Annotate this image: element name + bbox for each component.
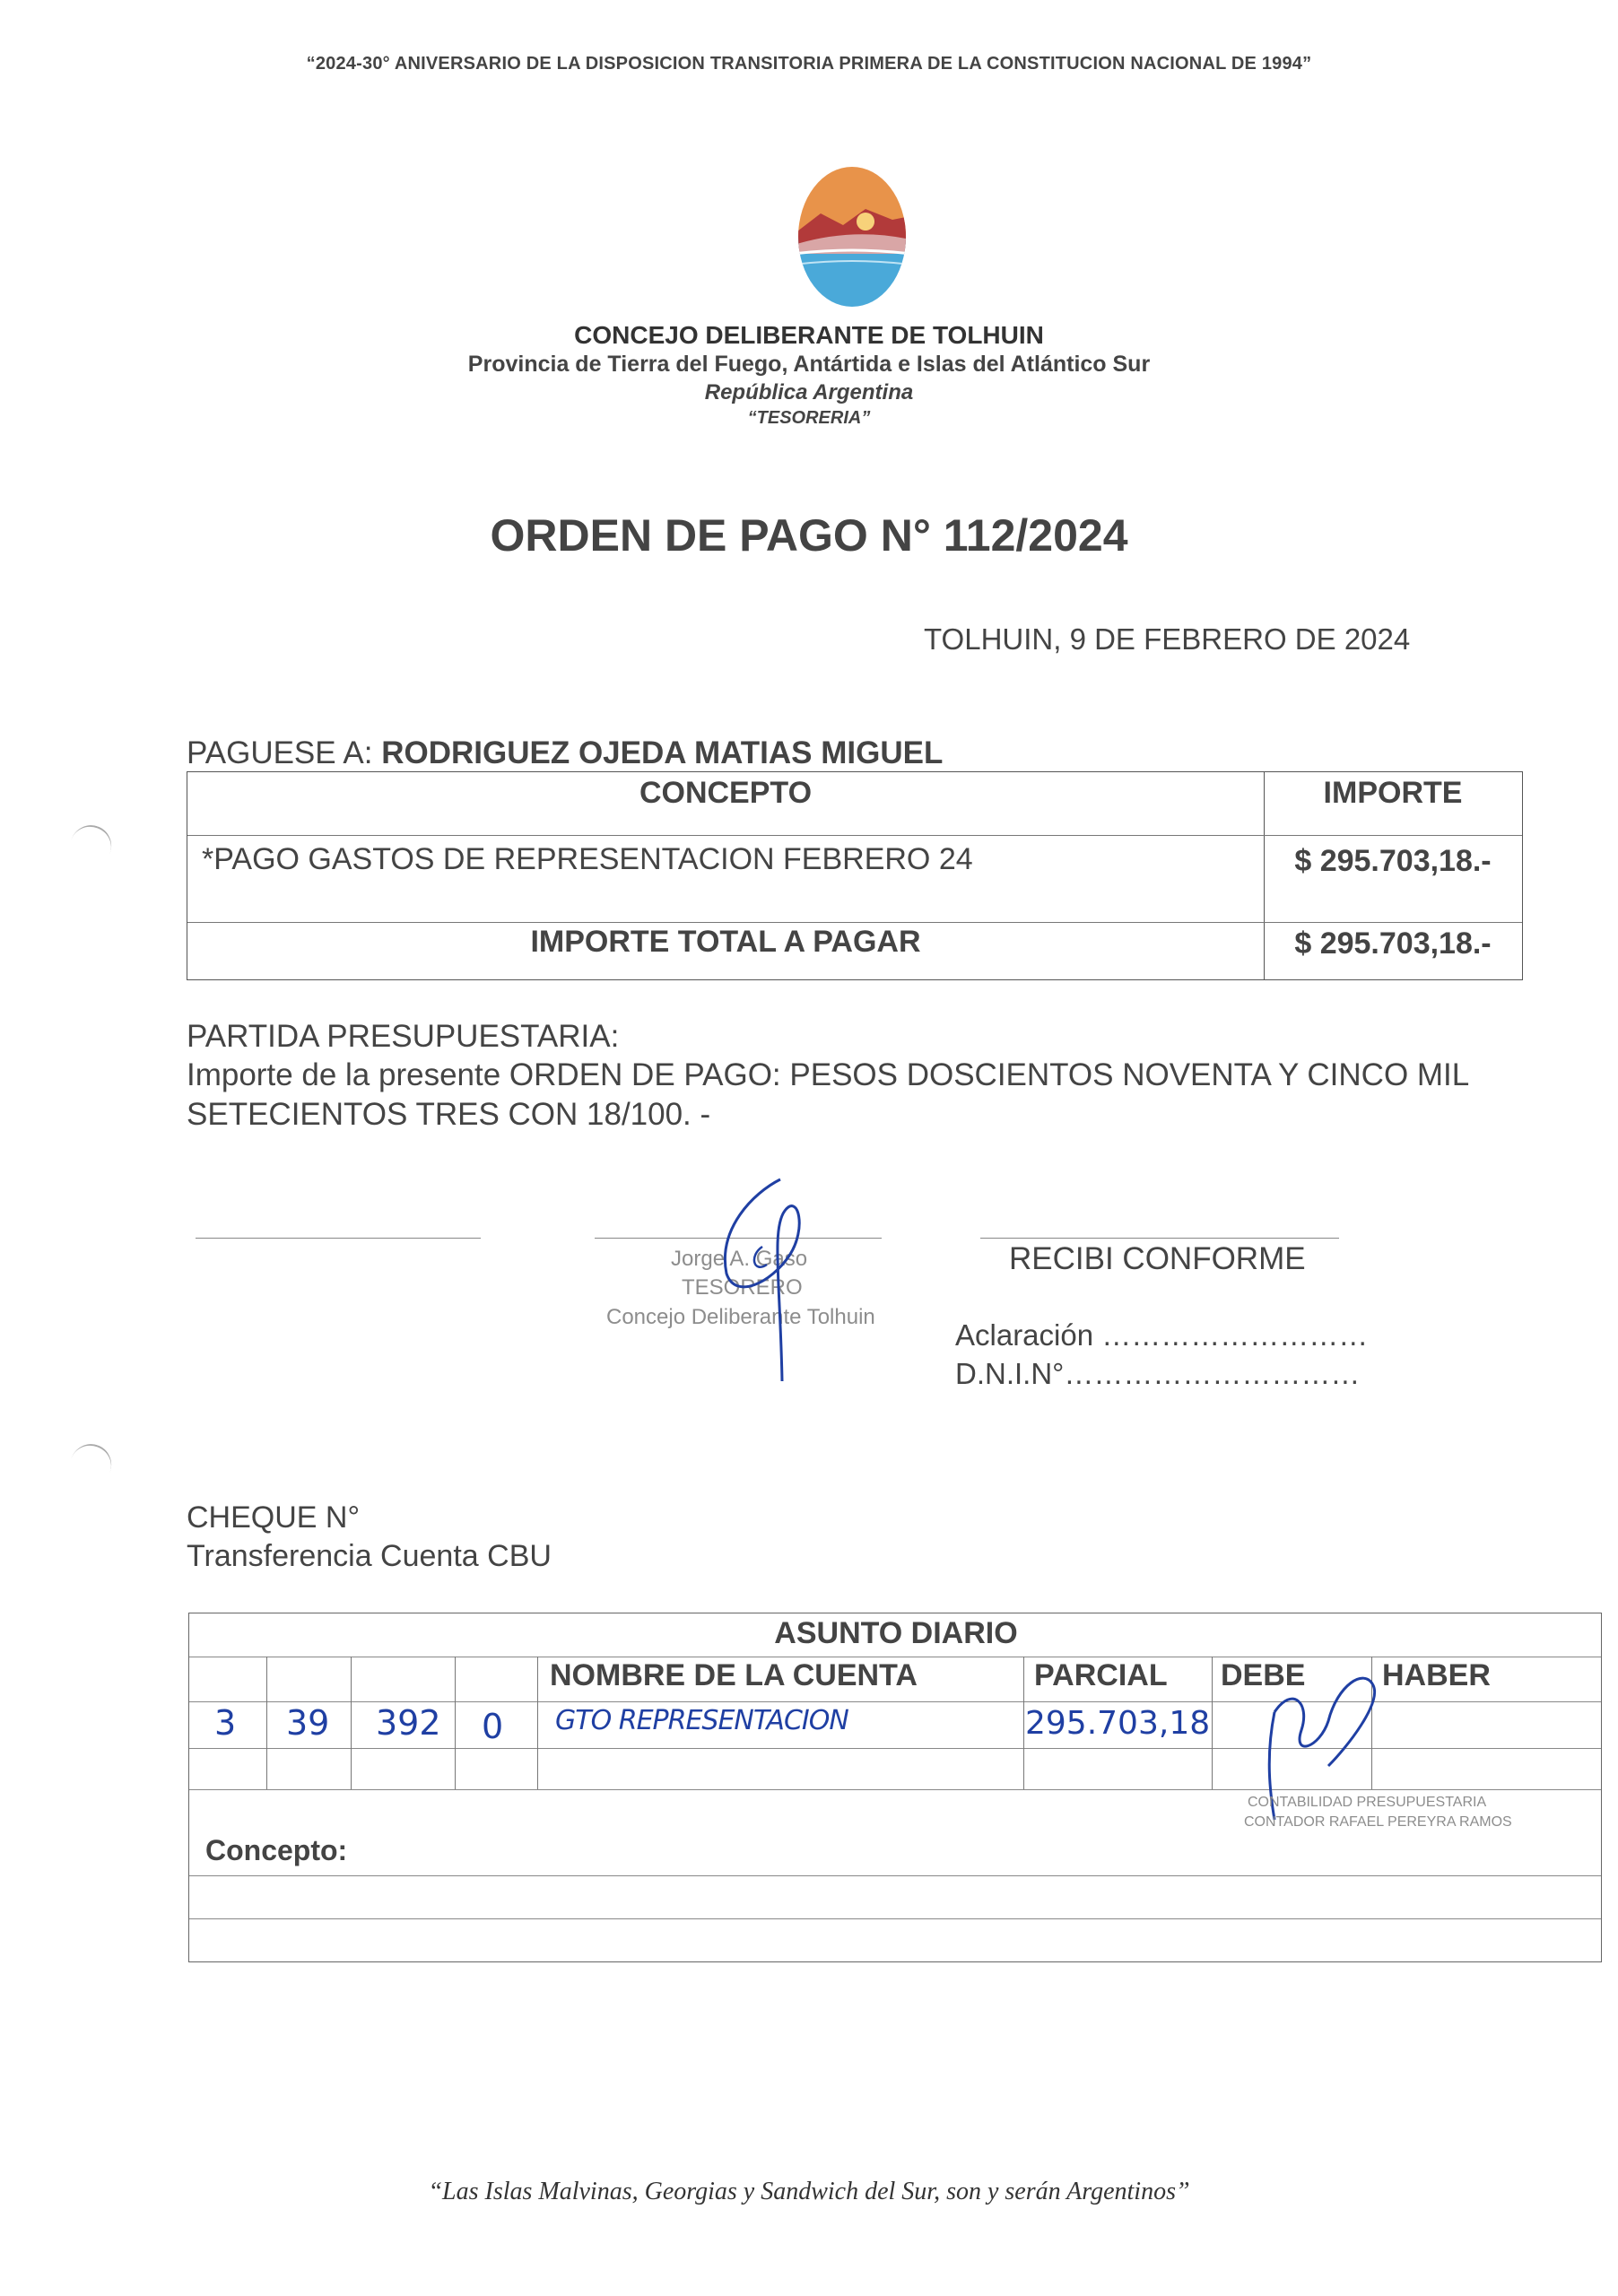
diary-rule [189, 1875, 1601, 1876]
diary-column-rule [266, 1657, 267, 1789]
signature-line-receiver [980, 1238, 1339, 1239]
treasurer-stamp-name: Jorge A. Gaso [671, 1247, 808, 1271]
credit-header: HABER [1382, 1658, 1491, 1692]
budget-label: PARTIDA PRESUPUESTARIA: [187, 1019, 620, 1054]
total-amount: $ 295.703,18.- [1294, 926, 1492, 961]
concept-label: Concepto: [205, 1834, 348, 1866]
handwritten-code: 392 [376, 1703, 441, 1743]
punch-hole-mark [64, 1439, 117, 1493]
debit-header: DEBE [1221, 1658, 1306, 1692]
diary-column-rule [351, 1657, 352, 1789]
payee-name: RODRIGUEZ OJEDA MATIAS MIGUEL [381, 735, 944, 770]
cheque-label: CHEQUE N° [187, 1500, 361, 1535]
handwritten-code: 39 [286, 1703, 330, 1743]
diary-column-rule [1212, 1657, 1213, 1789]
total-label: IMPORTE TOTAL A PAGAR [530, 925, 921, 959]
handwritten-account: GTO REPRESENTACION [555, 1705, 848, 1736]
diary-column-rule [537, 1657, 538, 1789]
dni-field: D.N.I.N°………………………… [955, 1357, 1361, 1390]
organization-name: CONCEJO DELIBERANTE DE TOLHUIN [574, 321, 1044, 349]
signature-line-left [196, 1238, 481, 1239]
treasurer-stamp-role: TESORERO [682, 1275, 803, 1300]
handwritten-code: 0 [482, 1707, 504, 1746]
payee-label: PAGUESE A: [187, 735, 382, 770]
document-date: TOLHUIN, 9 DE FEBRERO DE 2024 [924, 622, 1411, 656]
concept-table [187, 771, 1523, 980]
received-label: RECIBI CONFORME [1009, 1241, 1306, 1276]
diary-column-rule [1023, 1657, 1024, 1789]
concept-row-text: *PAGO GASTOS DE REPRESENTACION FEBRERO 24 [202, 842, 973, 876]
treasurer-signature [700, 1175, 834, 1390]
accountant-stamp-line2: CONTADOR RAFAEL PEREYRA RAMOS [1244, 1814, 1512, 1830]
organization-province: Provincia de Tierra del Fuego, Antártida e Islas del Atlántico Sur [467, 352, 1151, 377]
handwritten-partial: 295.703,18 [1025, 1705, 1211, 1742]
treasurer-stamp-org: Concejo Deliberante Tolhuin [606, 1305, 875, 1329]
concept-table-header-rule [187, 835, 1522, 836]
concept-header: CONCEPTO [639, 776, 813, 810]
concept-table-total-rule [187, 922, 1522, 923]
payee-line [187, 735, 943, 771]
organization-office: “TESORERIA” [747, 408, 871, 428]
council-logo [794, 164, 910, 309]
diary-title: ASUNTO DIARIO [774, 1616, 1018, 1650]
diary-column-rule [455, 1657, 456, 1789]
organization-country: República Argentina [704, 380, 914, 404]
accountant-stamp-line1: CONTABILIDAD PRESUPUESTARIA [1248, 1795, 1487, 1810]
concept-row-amount: $ 295.703,18.- [1294, 844, 1492, 878]
handwritten-code: 3 [214, 1703, 237, 1743]
punch-hole-mark [64, 820, 117, 874]
document-title: ORDEN DE PAGO N° 112/2024 [490, 510, 1128, 561]
account-name-header: NOMBRE DE LA CUENTA [550, 1658, 918, 1692]
amount-in-words: Importe de la presente ORDEN DE PAGO: PESOS DOSCIENTOS NOVENTA Y CINCO MIL SETECIENTOS TRES CON 18/100. - [187, 1057, 1468, 1132]
diary-table [188, 1613, 1602, 1962]
amount-header: IMPORTE [1323, 776, 1463, 810]
clarification-field: Aclaración ……………………… [955, 1318, 1369, 1352]
transfer-label: Transferencia Cuenta CBU [187, 1539, 552, 1573]
diary-rule [189, 1918, 1601, 1919]
malvinas-quote: “Las Islas Malvinas, Georgias y Sandwich del Sur, son y serán Argentinos” [428, 2178, 1190, 2205]
partial-header: PARCIAL [1034, 1658, 1168, 1692]
anniversary-motto: “2024-30° ANIVERSARIO DE LA DISPOSICION TRANSITORIA PRIMERA DE LA CONSTITUCION NACIONAL DE 1994” [306, 54, 1312, 74]
